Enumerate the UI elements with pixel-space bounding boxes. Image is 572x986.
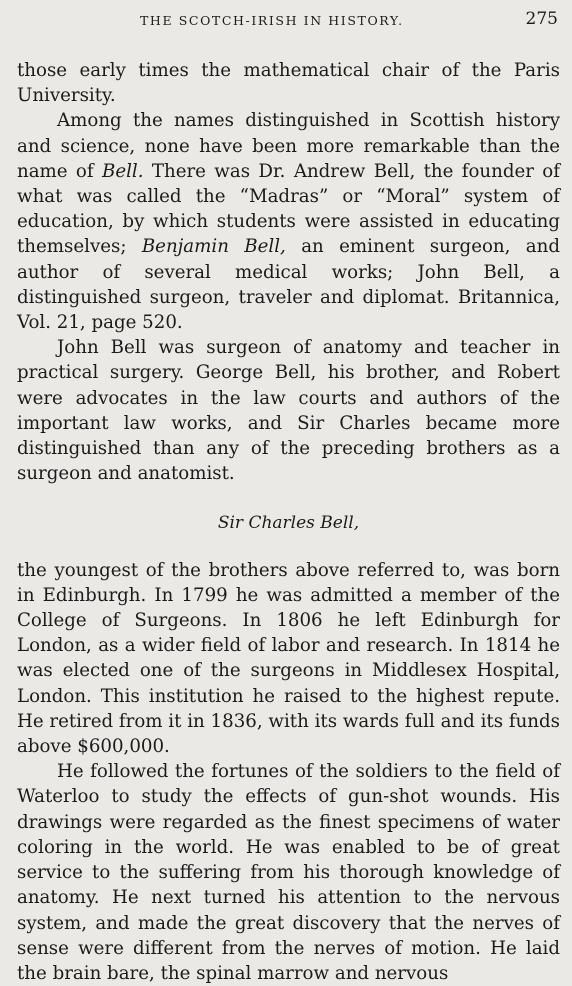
paragraph (17, 335, 560, 486)
paragraph (17, 58, 560, 108)
body-text (17, 58, 560, 986)
running-header (17, 0, 560, 58)
text-run: those early times the mathematical chair of the Paris University. (17, 60, 560, 107)
running-title: THE SCOTCH-IRISH IN HISTORY. (140, 13, 404, 28)
page-number: 275 (525, 9, 558, 29)
text-run: the youngest of the brothers above referred to, was born in Edinburgh. In 1799 he was admitted a member of the College of Surgeons. In 1806 he left Edinburgh for London, as a wider field of labor and research. In 1814 he was elected one of the surgeons in Middlesex Hospital, London. This institution he raised to the highest repute. He retired from it in 1836, with its wards full and its funds above $600,000. (17, 559, 560, 758)
section-heading: Sir Charles Bell, (217, 513, 360, 534)
paragraph (17, 558, 560, 760)
italic-name: Benjamin Bell, (141, 236, 286, 258)
paragraph (17, 108, 560, 335)
text-run: Among the names distinguished in Scottish history and science, none have been more remarkable than the name of (17, 110, 560, 182)
text-run: an eminent surgeon, and author of several medical works; John Bell, a distinguished surgeon, traveler and diplomat. Britannica, Vol. 21, page 520. (17, 236, 560, 334)
text-run: John Bell was surgeon of anatomy and teacher in practical surgery. George Bell, his brother, and Robert were advocates in the law courts and authors of the important law works, and Sir Charles became more distinguished than any of the preceding brothers as a surgeon and anatomist. (17, 337, 560, 485)
paragraph (17, 759, 560, 986)
text-run: There was Dr. Andrew Bell, the founder of what was called the “Madras” or “Moral” system of education, by which students were assisted in educating themselves; (17, 160, 560, 258)
text-run: He followed the fortunes of the soldiers to the field of Waterloo to study the effects of gun-shot wounds. His drawings were regarded as the finest specimens of water coloring in the world. He was enabled to be of great service to the suffering from his thorough knowledge of anatomy. He next turned his attention to the nervous system, and made the great discovery that the nerves of sense were different from the nerves of motion. He laid the brain bare, the spinal marrow and nervous (17, 761, 560, 984)
italic-name: Bell. (101, 160, 144, 182)
